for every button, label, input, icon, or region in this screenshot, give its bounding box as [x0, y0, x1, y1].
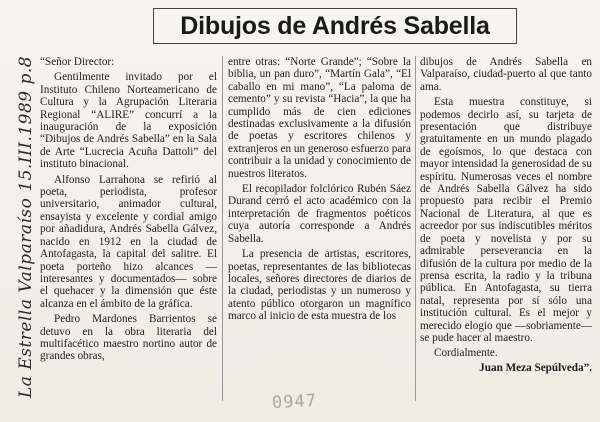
paragraph: dibujos de Andrés Sabella en Valparaíso, ciudad-puerto al que tanto ama. [420, 56, 592, 93]
paragraph: El recopilador folclórico Rubén Sáez Durand cerró el acto académico con la interpretación de fragmentos poéticos cuya autoría corresponde a Andrés Sabella. [228, 183, 411, 245]
column-2 [228, 56, 411, 323]
closing: Cordialmente. [434, 347, 498, 360]
handwritten-source-note: La Estrella Valparaíso 15.III.1989 p.8 [16, 55, 36, 398]
column-divider [222, 56, 223, 401]
signature: Juan Meza Sepúlveda”. [479, 361, 592, 374]
headline-box [153, 8, 517, 44]
salutation: “Señor Director: [40, 56, 115, 68]
paragraph: La presencia de artistas, escritores, poetas, representantes de las bibliotecas locales, señores directores de diarios de la ciudad, periodistas y un numeroso y atento público otorgaron un magnífico marco al inicio de esta muestra de los [228, 248, 411, 323]
paragraph: Gentilmente invitado por el Instituto Chileno Norteamericano de Cultura y la Agrupación Literaria Regional “ALIRE” concurrí a la inauguración de la exposición “Dibujos de Andrés Sabella” en la Sala de Arte “Lucrecia Acuña Dattoli” del instituto binacional. [40, 71, 217, 171]
paragraph: Pedro Mardones Barrientos se detuvo en la obra literaria del multifacético maestro nortino autor de grandes obras, [40, 313, 217, 363]
paragraph: Alfonso Larrahona se refirió al poeta, periodista, profesor universitario, animador cultural, ensayista y excelente y cordial amigo por añadidura, Andrés Sabella Gálvez, nacido en 1912 en la ciudad de Antofagasta, la capital del salitre. El poeta porteño hizo alcances —interesantes y documentados— sobre el quehacer y la dimensión que éste alcanza en el ámbito de la gráfica. [40, 173, 217, 310]
archive-stamp: 0947 [271, 390, 318, 414]
headline: Dibujos de Andrés Sabella [180, 12, 490, 40]
column-divider [415, 56, 416, 401]
paragraph: entre otras: “Norte Grande”; “Sobre la biblia, un pan duro”, “Martín Gala”, “El caballo en mi mano”, “La paloma de cemento” y su revista “Hacia”, la que ha cumplido más de cien ediciones destinadas exclusivamente a la difusión de poetas y escritores chilenos y extranjeros en un generoso esfuerzo para contribuir a la unidad y conocimiento de nuestros literatos. [228, 56, 411, 180]
column-3 [420, 56, 592, 374]
column-1 [40, 56, 217, 363]
paragraph: Esta muestra constituye, si podemos decirlo así, su tarjeta de presentación que distribuye gratuitamente en un mundo plagado de egoísmos, lo que destaca con mayor intensidad la generosidad de su espíritu. Numerosas veces el nombre de Andrés Sabella Gálvez ha sido propuesto para recibir el Premio Nacional de Literatura, al que es acreedor por sus indiscutibles méritos de poeta y novelista y por su admirable perseverancia en la difusión de la cultura por medio de la prensa escrita, la radio y la tribuna pública. En Antofagasta, su tierra natal, representa por sí sólo una institución cultural. Es el mejor y merecido elogio que —sobriamente— se pude hacer al maestro. [420, 96, 592, 344]
